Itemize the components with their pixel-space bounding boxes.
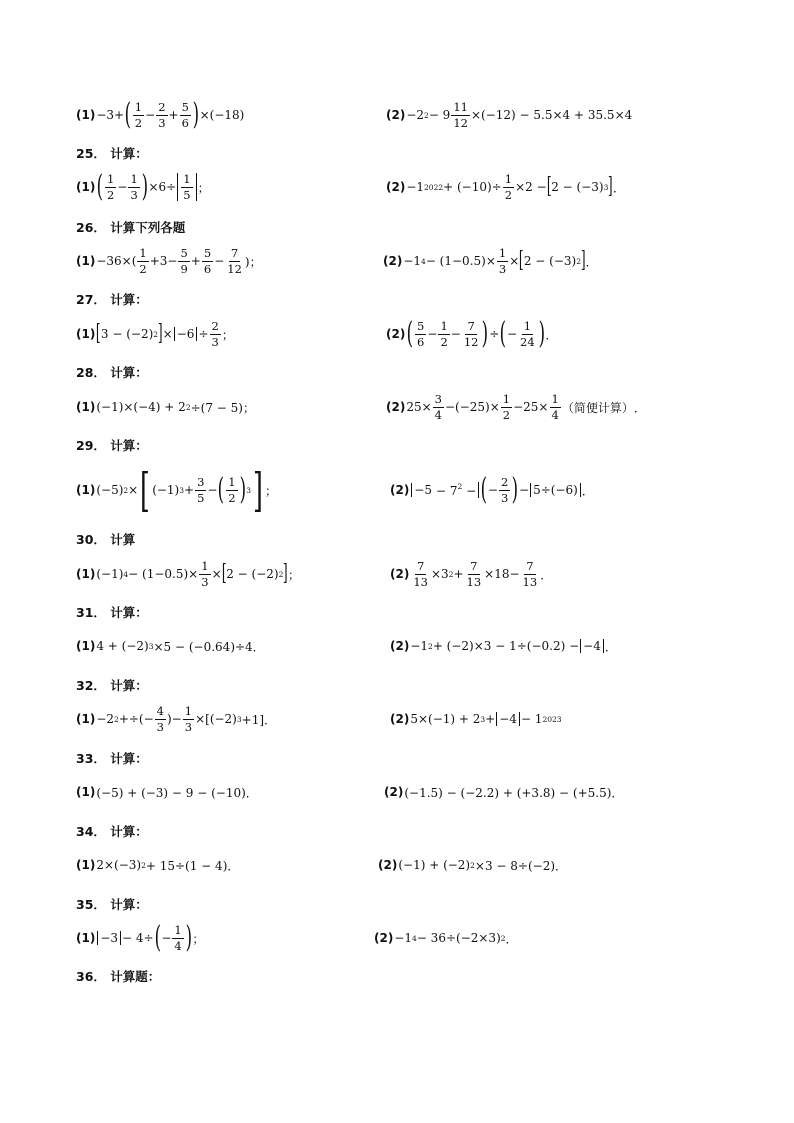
problem-24-row xyxy=(0,95,794,135)
problem-26-part-2: (2) −1 4 − (1−0.5)× $\frac{1}{3}$ × [ 2 − (−3) 2 ] ． xyxy=(383,246,598,276)
problem-35-part-1: (1) −3 − 4÷ ( − $\frac{1}{4}$ ) ； xyxy=(76,920,205,955)
problem-27-row xyxy=(0,314,794,354)
problem-31-row xyxy=(0,626,794,666)
problem-31-title: 31． 计算： xyxy=(76,605,148,620)
problem-25-part-2: (2) −1 2022 + (−10)÷ $\frac{1}{2}$ ×2 − [ 2 − (−3) 3 ] ． xyxy=(386,172,625,202)
problem-29-row xyxy=(0,463,794,517)
problem-29-part-1: (1) (−5) 2 × [ (−1) 3 + $\frac{3}{5}$ − ( $\frac{1}{2}$ ) 3 ] ； xyxy=(76,463,277,517)
problem-29-title: 29． 计算： xyxy=(76,438,148,453)
problem-29-part-2: (2) −5 − $7^2$ − ( − $\frac{2}{3}$ ) − 5÷(−6) ． xyxy=(390,472,594,507)
problem-30-title: 30． 计算 xyxy=(76,532,136,547)
problem-34-row xyxy=(0,845,794,885)
problem-26-title: 26． 计算下列各题 xyxy=(76,220,186,235)
problem-28-row xyxy=(0,387,794,427)
problem-27-part-1: (1) [ 3 − (−2) 2 ] × −6 ÷ $\frac{2}{3}$ ； xyxy=(76,319,234,349)
problem-34-part-2: (2) (−1) + (−2) 2 ×3 − 8÷(−2)． xyxy=(378,858,568,873)
problem-32-row xyxy=(0,699,794,739)
problem-25-title: 25． 计算： xyxy=(76,146,148,161)
problem-24-part-1: (1) −3+ ( $\frac{1}{2}$ − $\frac{2}{3}$ + $\frac{5}{6}$ ) ×(−18) xyxy=(76,97,245,132)
problem-33-part-2: (2) (−1.5) − (−2.2) + (+3.8) − (+5.5)． xyxy=(384,785,624,800)
problem-25-row xyxy=(0,167,794,207)
problem-30-part-2: (2) $\frac{7}{13}$ ×3 2 + $\frac{7}{13}$ ×18− $\frac{7}{13}$ ． xyxy=(390,559,553,589)
problem-25-part-1: (1) ( $\frac{1}{2}$ − $\frac{1}{3}$ ) ×6÷ $\frac{1}{5}$ ； xyxy=(76,169,210,204)
problem-24-part-2: (2) −2 2 − 9 $\frac{11}{12}$ ×(−12) − 5.5×4 + 35.5×4 xyxy=(386,100,633,130)
problem-33-row xyxy=(0,772,794,812)
problem-30-part-1: (1) (−1) 4 − (1−0.5)× $\frac{1}{3}$ × [ 2 − (−2) 2 ] ； xyxy=(76,559,300,589)
problem-34-part-1: (1) 2×(−3) 2 + 15÷(1 − 4)． xyxy=(76,858,240,873)
problem-35-title: 35． 计算： xyxy=(76,897,148,912)
problem-33-part-1: (1) (−5) + (−3) − 9 − (−10)． xyxy=(76,785,258,800)
problem-28-title: 28． 计算： xyxy=(76,365,148,380)
problem-28-part-1: (1) (−1)×(−4) + 2 2 ÷(7 − 5)； xyxy=(76,400,255,415)
problem-27-part-2: (2) ( $\frac{5}{6}$ − $\frac{1}{2}$ − $\frac{7}{12}$ ) ÷ ( − $\frac{1}{24}$ ) ． xyxy=(386,316,558,351)
problem-35-row xyxy=(0,918,794,958)
problem-35-part-2: (2) −1 4 − 36÷(−2×3) 2 ． xyxy=(374,931,518,946)
problem-26-part-1: (1) −36×( $\frac{1}{2}$ +3− $\frac{5}{9}$ + $\frac{5}{6}$ − $\frac{7}{12}$ )； xyxy=(76,246,262,276)
problem-31-part-2: (2) −1 2 + (−2)×3 − 1÷(−0.2) − −4 ． xyxy=(390,639,617,654)
problem-32-part-1: (1) −2 2 +÷(− $\frac{4}{3}$ )− $\frac{1}{3}$ ×[(−2) 3 +1]． xyxy=(76,704,277,734)
problem-33-title: 33． 计算： xyxy=(76,751,148,766)
problem-36-title: 36． 计算题： xyxy=(76,969,161,984)
problem-34-title: 34． 计算： xyxy=(76,824,148,839)
problem-27-title: 27． 计算： xyxy=(76,292,148,307)
problem-30-row xyxy=(0,554,794,594)
problem-32-part-2: (2) 5×(−1) + 2 3 + −4 − 1 2023 xyxy=(390,712,562,726)
problem-31-part-1: (1) 4 + (−2) 3 ×5 − (−0.64)÷4． xyxy=(76,639,265,654)
problem-28-part-2: (2) 25× $\frac{3}{4}$ −(−25)× $\frac{1}{2}$ −25× $\frac{1}{4}$ （简便计算） ． xyxy=(386,392,646,422)
problem-26-row xyxy=(0,241,794,281)
problem-32-title: 32． 计算： xyxy=(76,678,148,693)
